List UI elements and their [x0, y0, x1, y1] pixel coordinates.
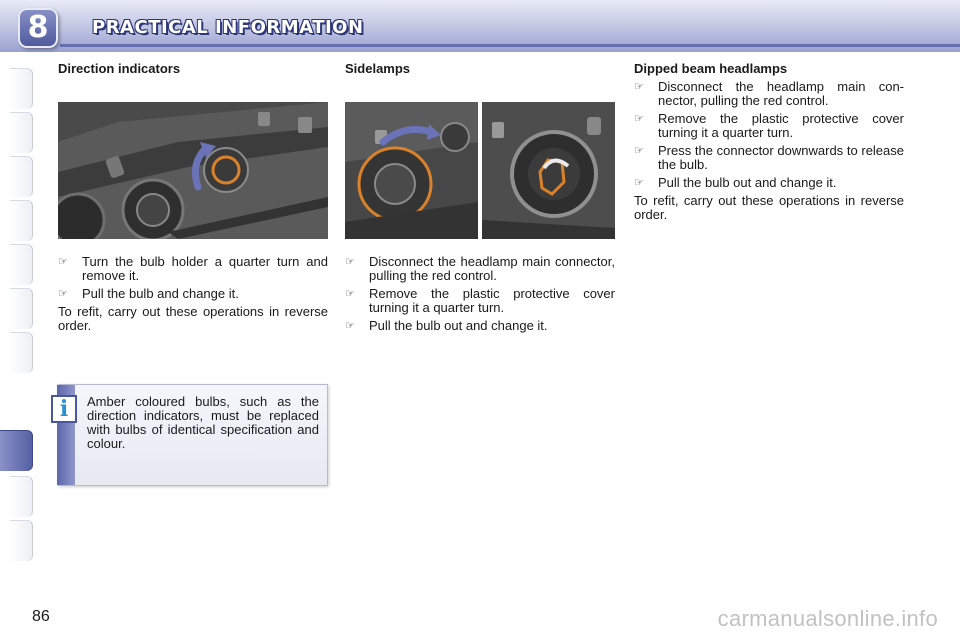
- direction-indicator-photo: [58, 102, 328, 239]
- step-text: Remove the plastic protective cover turning it a quarter turn.: [658, 111, 904, 140]
- step-text: Remove the plastic protective cover turning it a quarter turn.: [369, 286, 615, 315]
- protective-cover-illustration: [345, 102, 478, 239]
- instruction-step: [634, 144, 904, 172]
- chapter-tab-2[interactable]: [10, 112, 33, 153]
- instruction-step: [345, 287, 615, 315]
- instruction-step: [345, 319, 615, 333]
- section-heading: Sidelamps: [345, 61, 411, 76]
- chapter-tab-6[interactable]: [10, 288, 33, 329]
- section-heading: Dipped beam headlamps: [634, 61, 788, 76]
- chapter-tab-8-active[interactable]: [0, 430, 33, 471]
- instruction-step: [58, 255, 328, 283]
- site-watermark: carmanualsonline.info: [717, 606, 938, 631]
- chapter-tab-5[interactable]: [10, 244, 33, 285]
- step-text: Pull the bulb out and change it.: [658, 175, 837, 190]
- chapter-tabs: [0, 68, 34, 578]
- header-rule: [60, 44, 960, 47]
- section-heading: Direction indicators: [58, 61, 181, 76]
- step-text: Disconnect the headlamp main connector, pulling the red control.: [369, 254, 615, 283]
- sidelamp-photo-left: [345, 102, 478, 239]
- dipped-beam-section: [634, 62, 904, 225]
- pointing-hand-icon: ☞: [634, 145, 644, 157]
- chapter-tab-1[interactable]: [10, 68, 33, 109]
- pointing-hand-icon: ☞: [345, 320, 355, 332]
- pointing-hand-icon: ☞: [58, 256, 68, 268]
- chapter-tab-10[interactable]: [10, 520, 33, 561]
- step-text: Pull the bulb and change it.: [82, 286, 239, 301]
- bulb-connector-illustration: [482, 102, 615, 239]
- direction-indicators-section: [58, 62, 328, 336]
- step-text: Pull the bulb out and change it.: [369, 318, 548, 333]
- chapter-tab-3[interactable]: [10, 156, 33, 197]
- instruction-step: [345, 255, 615, 283]
- instruction-step: [634, 176, 904, 190]
- chapter-tab-7[interactable]: [10, 332, 33, 373]
- chapter-tab-9[interactable]: [10, 476, 33, 517]
- step-text: Disconnect the headlamp main con-nector, pulling the red control.: [658, 79, 904, 108]
- page-number: 86: [32, 608, 50, 625]
- page-header: [0, 0, 960, 52]
- pointing-hand-icon: ☞: [345, 288, 355, 300]
- step-text: Press the connector downwards to release the bulb.: [658, 143, 904, 172]
- instruction-step: [634, 80, 904, 108]
- chapter-badge: 8: [18, 8, 58, 48]
- pointing-hand-icon: ☞: [634, 113, 644, 125]
- bulb-holder-illustration: [58, 102, 328, 239]
- sidelamp-photo-right: [482, 102, 615, 239]
- info-note-text: Amber coloured bulbs, such as the direction indicators, must be replaced with bulbs of identical specification and colour.: [87, 394, 319, 451]
- instruction-step: [634, 112, 904, 140]
- pointing-hand-icon: ☞: [345, 256, 355, 268]
- sidelamps-section: [345, 62, 615, 337]
- info-note-box: [58, 384, 328, 486]
- refit-note: To refit, carry out these operations in reverse order.: [634, 193, 904, 222]
- pointing-hand-icon: ☞: [634, 81, 644, 93]
- page-title: PRACTICAL INFORMATION: [92, 17, 364, 38]
- pointing-hand-icon: ☞: [58, 288, 68, 300]
- info-icon: i: [51, 395, 77, 423]
- pointing-hand-icon: ☞: [634, 177, 644, 189]
- instruction-step: [58, 287, 328, 301]
- refit-note: To refit, carry out these operations in reverse order.: [58, 304, 328, 333]
- step-text: Turn the bulb holder a quarter turn and remove it.: [82, 254, 328, 283]
- sidelamp-photos: [345, 102, 615, 239]
- chapter-tab-4[interactable]: [10, 200, 33, 241]
